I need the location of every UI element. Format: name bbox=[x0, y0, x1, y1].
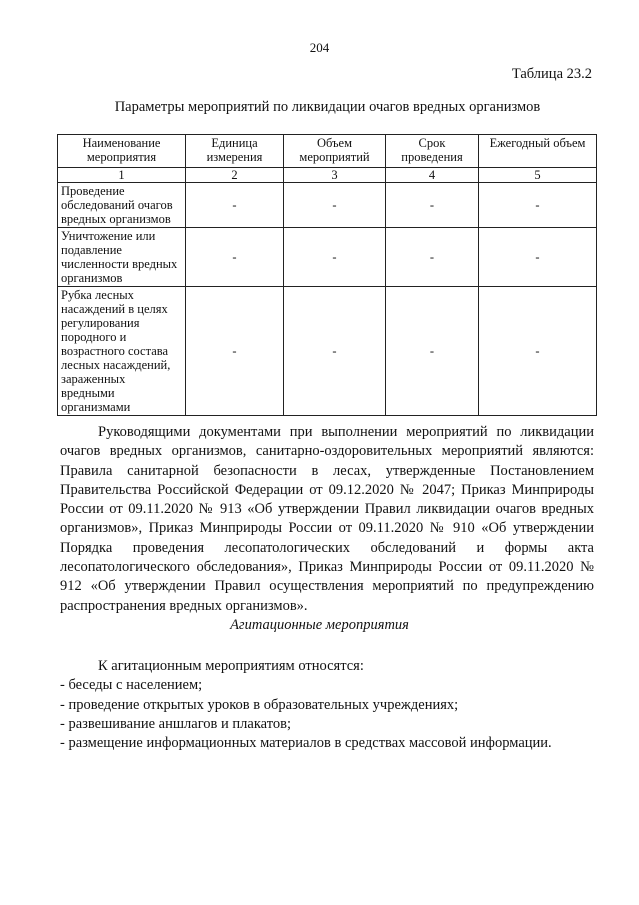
body-paragraph: Руководящими документами при выполнении мероприятий по ликвидации очагов вредных организмов, санитарно-оздоровительных мероприятий являются: Правила санитарной безопасности в лесах, утвержденные Постановлением Правительства Российской Федерации от 09.12.2020 № 2047; Приказ Минприроды России от 09.11.2020 № 913 «Об утверждении Правил ликвидации очагов вредных организмов», Приказ Минприроды России от 09.11.2020 № 910 «Об утверждении Порядка проведения лесопатологических обследований и формы акта лесопатологического обследования», Приказ Минприроды России от 09.11.2020 № 912 «Об утверждении Правил осуществления мероприятий по предупреждению распространения вредных организмов». bbox=[60, 424, 594, 614]
table-row bbox=[58, 183, 597, 228]
table-cell: - bbox=[386, 228, 479, 287]
table-cell: - bbox=[186, 228, 284, 287]
table-cell: - bbox=[284, 183, 386, 228]
table-cell: - bbox=[479, 183, 597, 228]
column-number: 5 bbox=[479, 168, 597, 183]
list-item: - развешивание аншлагов и плакатов; bbox=[60, 715, 291, 732]
agitation-list bbox=[60, 657, 594, 753]
table-cell: - bbox=[284, 287, 386, 416]
column-number: 4 bbox=[386, 168, 479, 183]
table-cell: - bbox=[284, 228, 386, 287]
column-number-row bbox=[58, 168, 597, 183]
column-header: Ежегодный объем bbox=[479, 135, 597, 168]
list-item: - проведение открытых уроков в образовательных учреждениях; bbox=[60, 696, 459, 713]
column-number: 3 bbox=[284, 168, 386, 183]
table-row bbox=[58, 287, 597, 416]
table-title: Параметры мероприятий по ликвидации очагов вредных организмов bbox=[114, 99, 541, 115]
table-cell: Уничтожение или подавление численности вредных организмов bbox=[58, 228, 186, 287]
table-cell: - bbox=[186, 287, 284, 416]
table-row bbox=[58, 228, 597, 287]
column-header: Срок проведения bbox=[386, 135, 479, 168]
section-title: Агитационные мероприятия bbox=[230, 617, 409, 633]
parameters-table bbox=[57, 134, 597, 416]
table-cell: Рубка лесных насаждений в целях регулирования породного и возрастного состава лесных насаждений, зараженных вредными организмами bbox=[58, 287, 186, 416]
column-header: Наименование мероприятия bbox=[58, 135, 186, 168]
list-intro: К агитационным мероприятиям относятся: bbox=[98, 658, 364, 674]
table-cell: - bbox=[386, 183, 479, 228]
column-header: Объем мероприятий bbox=[284, 135, 386, 168]
column-number: 1 bbox=[58, 168, 186, 183]
table-cell: - bbox=[479, 287, 597, 416]
table-label: Таблица 23.2 bbox=[511, 66, 592, 82]
page-number: 204 bbox=[309, 40, 330, 55]
column-number: 2 bbox=[186, 168, 284, 183]
table-cell: - bbox=[386, 287, 479, 416]
list-item: - размещение информационных материалов в средствах массовой информации. bbox=[60, 735, 552, 752]
table-cell: - bbox=[479, 228, 597, 287]
list-item: - беседы с населением; bbox=[60, 677, 203, 694]
column-header: Единица измерения bbox=[186, 135, 284, 168]
table-cell: Проведение обследований очагов вредных организмов bbox=[58, 183, 186, 228]
table-cell: - bbox=[186, 183, 284, 228]
table-header-row bbox=[58, 135, 597, 168]
